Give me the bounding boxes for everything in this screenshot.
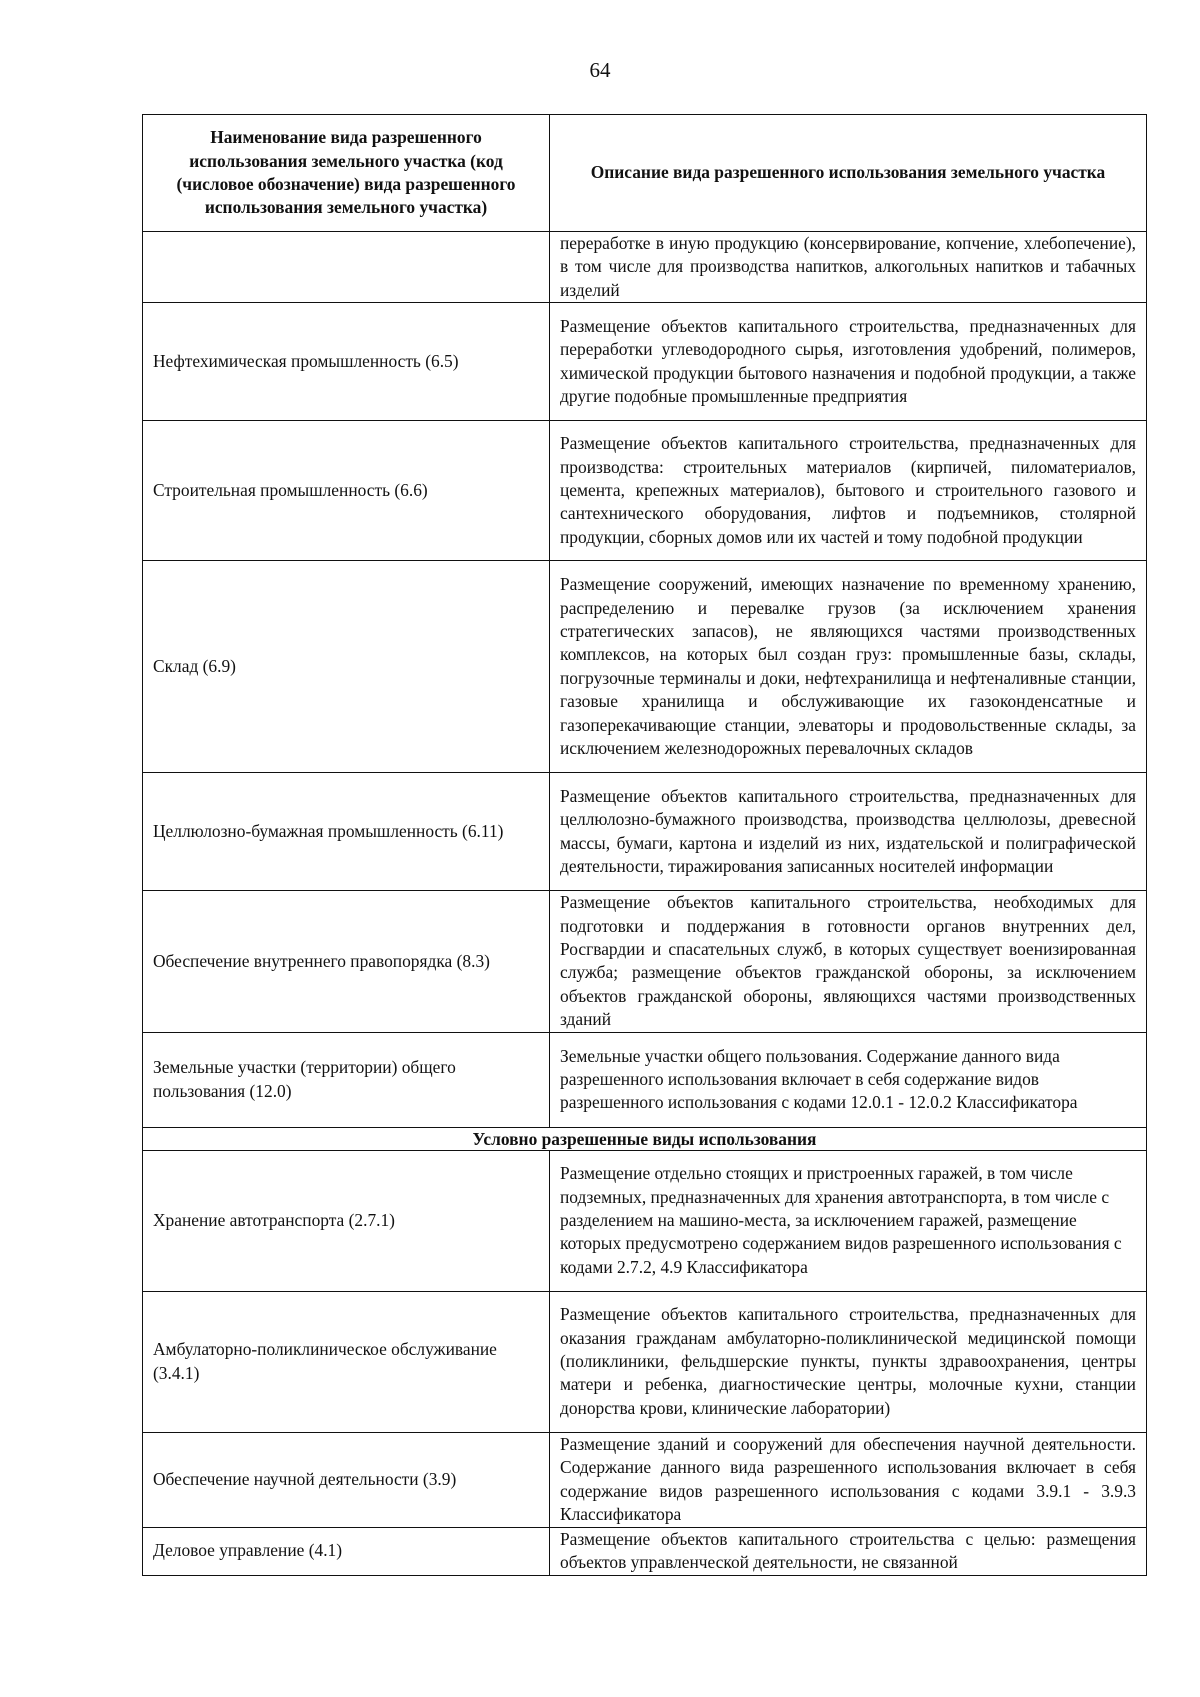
row-description: Размещение сооружений, имеющих назначение по временному хранению, распределению и перевалке грузов (за исключением хранения стратегических запасов), не являющихся частями производственных комплексов, на которых был создан груз: промышленные базы, склады, погрузочные терминалы и доки, нефтехранилища и нефтеналивные станции, газовые хранилища и обслуживающие их газоконденсатные и газоперекачивающие станции, элеваторы и продовольственные склады, за исключением железнодорожных перевалочных складов xyxy=(550,561,1147,773)
table-row xyxy=(143,232,1147,303)
table-row xyxy=(143,891,1147,1032)
row-description: Размещение зданий и сооружений для обеспечения научной деятельности. Содержание данного вида разрешенного использования включает в себя содержание видов разрешенного использования с кодами 3.9.1 - 3.9.3 Классификатора xyxy=(550,1432,1147,1527)
table-row xyxy=(143,773,1147,891)
table-row xyxy=(143,561,1147,773)
table-row xyxy=(143,303,1147,421)
row-name: Обеспечение внутреннего правопорядка (8.3) xyxy=(143,891,550,1032)
row-name: Амбулаторно-поликлиническое обслуживание (3.4.1) xyxy=(143,1291,550,1432)
row-description: Размещение отдельно стоящих и пристроенных гаражей, в том числе подземных, предназначенных для хранения автотранспорта, в том числе с разделением на машино-места, за исключением гаражей, размещение которых предусмотрено содержанием видов разрешенного использования с кодами 2.7.2, 4.9 Классификатора xyxy=(550,1150,1147,1291)
row-name: Целлюлозно-бумажная промышленность (6.11) xyxy=(143,773,550,891)
row-description: Земельные участки общего пользования. Содержание данного вида разрешенного использования включает в себя содержание видов разрешенного использования с кодами 12.0.1 - 12.0.2 Классификатора xyxy=(550,1032,1147,1127)
page-number: 64 xyxy=(589,58,611,82)
table-header-row xyxy=(143,115,1147,232)
row-description: Размещение объектов капитального строительства с целью: размещения объектов управленческой деятельности, не связанной xyxy=(550,1527,1147,1575)
row-name: Обеспечение научной деятельности (3.9) xyxy=(143,1432,550,1527)
table-row xyxy=(143,1432,1147,1527)
section-title: Условно разрешенные виды использования xyxy=(143,1127,1147,1150)
section-header-row xyxy=(143,1127,1147,1150)
row-name: Хранение автотранспорта (2.7.1) xyxy=(143,1150,550,1291)
row-name xyxy=(143,232,550,303)
header-name-column: Наименование вида разрешенного использования земельного участка (код (числовое обозначение) вида разрешенного использования земельного участка) xyxy=(143,115,550,232)
row-description: Размещение объектов капитального строительства, предназначенных для оказания гражданам амбулаторно-поликлинической медицинской помощи (поликлиники, фельдшерские пункты, пункты здравоохранения, центры матери и ребенка, диагностические центры, молочные кухни, станции донорства крови, клинические лаборатории) xyxy=(550,1291,1147,1432)
table-row xyxy=(143,421,1147,561)
row-name: Строительная промышленность (6.6) xyxy=(143,421,550,561)
row-name: Нефтехимическая промышленность (6.5) xyxy=(143,303,550,421)
table-row xyxy=(143,1291,1147,1432)
row-description: Размещение объектов капитального строительства, предназначенных для переработки углеводородного сырья, изготовления удобрений, полимеров, химической продукции бытового назначения и подобной продукции, а также другие подобные промышленные предприятия xyxy=(550,303,1147,421)
row-description: Размещение объектов капитального строительства, предназначенных для целлюлозно-бумажного производства, производства целлюлозы, древесной массы, бумаги, картона и изделий из них, издательской и полиграфической деятельности, тиражирования записанных носителей информации xyxy=(550,773,1147,891)
table-row xyxy=(143,1032,1147,1127)
row-name: Склад (6.9) xyxy=(143,561,550,773)
row-description: Размещение объектов капитального строительства, необходимых для подготовки и поддержания в готовности органов внутренних дел, Росгвардии и спасательных служб, в которых существует военизированная служба; размещение объектов гражданской обороны, за исключением объектов гражданской обороны, являющихся частями производственных зданий xyxy=(550,891,1147,1032)
row-description: Размещение объектов капитального строительства, предназначенных для производства: строительных материалов (кирпичей, пиломатериалов, цемента, крепежных материалов), бытового и строительного газового и сантехнического оборудования, лифтов и подъемников, столярной продукции, сборных домов или их частей и тому подобной продукции xyxy=(550,421,1147,561)
header-description-column: Описание вида разрешенного использования земельного участка xyxy=(550,115,1147,232)
table-row xyxy=(143,1527,1147,1575)
table-row xyxy=(143,1150,1147,1291)
land-use-table xyxy=(142,114,1147,1576)
row-name: Деловое управление (4.1) xyxy=(143,1527,550,1575)
row-name: Земельные участки (территории) общего пользования (12.0) xyxy=(143,1032,550,1127)
row-description: переработке в иную продукцию (консервирование, копчение, хлебопечение), в том числе для производства напитков, алкогольных напитков и табачных изделий xyxy=(550,232,1147,303)
